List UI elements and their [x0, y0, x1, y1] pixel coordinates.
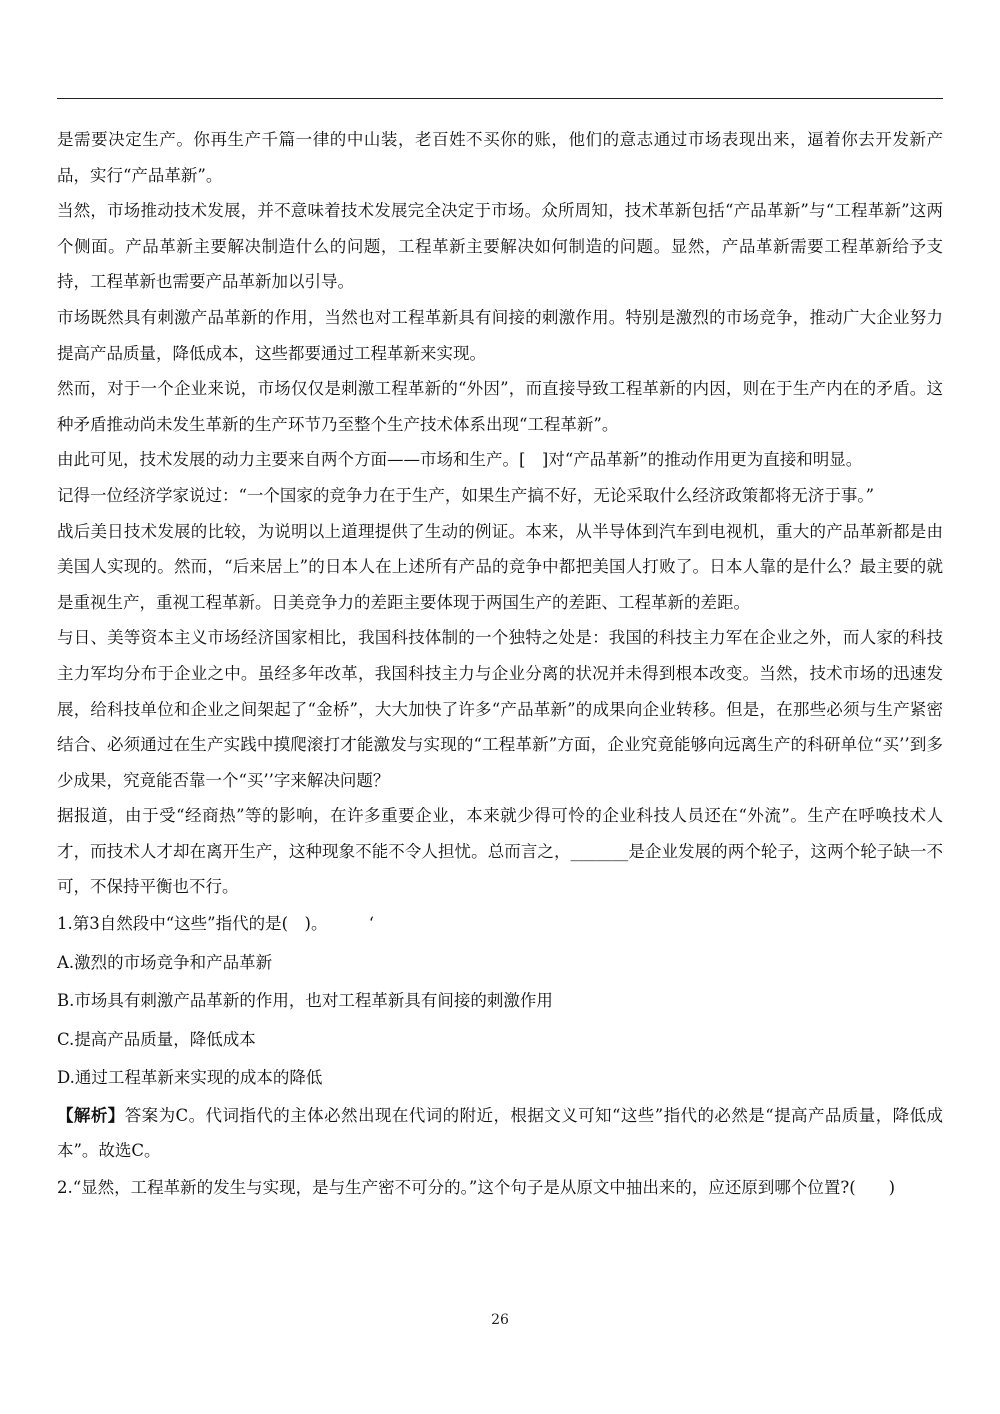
analysis-paragraph — [57, 1098, 943, 1169]
header-rule — [57, 98, 943, 99]
question-1-option-d: D.通过工程革新来实现的成本的降低 — [57, 1068, 323, 1088]
question-1-option-a: A.激烈的市场竞争和产品革新 — [57, 952, 273, 972]
page-number: 26 — [491, 1312, 509, 1328]
question-1-option-b: B.市场具有刺激产品革新的作用，也对工程革新具有间接的刺激作用 — [57, 991, 553, 1011]
analysis-label: 【解析】 — [57, 1105, 125, 1125]
question-2-stem: 2.“显然，工程革新的发生与实现，是与生产密不可分的。”这个句子是从原文中抽出来的，应还原到哪个位置?( ) — [57, 1177, 896, 1197]
paragraph-4: 然而，对于一个企业来说，市场仅仅是刺激工程革新的“外因”，而直接导致工程革新的内因，则在于生产内在的矛盾。这种矛盾推动尚未发生革新的生产环节乃至整个生产技术体系出现“工程革新”。 — [57, 379, 943, 434]
analysis-text: 答案为C。代词指代的主体必然出现在代词的附近，根据文义可知“这些”指代的必然是“提高产品质量，降低成本”。故选C。 — [57, 1105, 944, 1161]
paragraph-6: 记得一位经济学家说过：“一个国家的竞争力在于生产，如果生产搞不好，无论采取什么经济政策都将无济于事。” — [57, 485, 875, 505]
paragraph-3: 市场既然具有刺激产品革新的作用，当然也对工程革新具有间接的刺激作用。特别是激烈的市场竞争，推动广大企业努力提高产品质量，降低成本，这些都要通过工程革新来实现。 — [57, 307, 943, 363]
paragraph-1: 是需要决定生产。你再生产千篇一律的中山装，老百姓不买你的账，他们的意志通过市场表现出来，逼着你去开发新产品，实行“产品革新”。 — [57, 130, 943, 185]
paragraph-7: 战后美日技术发展的比较，为说明以上道理提供了生动的例证。本来，从半导体到汽车到电视机，重大的产品革新都是由美国人实现的。然而，“后来居上”的日本人在上述所有产品的竞争中都把美国人打败了。日本人靠的是什么？最主要的就是重视生产，重视工程革新。日美竞争力的差距主要体现于两国生产的差距、工程革新的差距。 — [57, 521, 943, 612]
question-1-option-c: C.提高产品质量，降低成本 — [57, 1029, 256, 1049]
paragraph-2: 当然，市场推动技术发展，并不意味着技术发展完全决定于市场。众所周知，技术革新包括“产品革新”与“工程革新”这两个侧面。产品革新主要解决制造什么的问题，工程革新主要解决如何制造的问题。显然，产品革新需要工程革新给予支持，工程革新也需要产品革新加以引导。 — [57, 201, 943, 292]
question-1-stem: 1.第3自然段中“这些”指代的是( )。 ‘ — [57, 914, 374, 934]
paragraph-9: 据报道，由于受“经商热”等的影响，在许多重要企业，本来就少得可怜的企业科技人员还在“外流”。生产在呼唤技术人才，而技术人才却在离开生产，这种现象不能不令人担忧。总而言之，_______是企业发展的两个轮子，这两个轮子缺一不可，不保持平衡也不行。 — [57, 806, 943, 897]
paragraph-5: 由此可见，技术发展的动力主要来自两个方面——市场和生产。[ ]对“产品革新”的推动作用更为直接和明显。 — [57, 450, 863, 470]
paragraph-8: 与日、美等资本主义市场经济国家相比，我国科技体制的一个独特之处是：我国的科技主力军在企业之外，而人家的科技主力军均分布于企业之中。虽经多年改革，我国科技主力与企业分离的状况并未得到根本改变。当然，技术市场的迅速发展，给科技单位和企业之间架起了“金桥”，大大加快了许多“产品革新”的成果向企业转移。但是，在那些必须与生产紧密结合、必须通过在生产实践中摸爬滚打才能激发与实现的“工程革新”方面，企业究竟能够向远离生产的科研单位“买’’到多少成果，究竟能否靠一个“买’’字来解决问题？ — [57, 628, 943, 790]
document-body — [57, 122, 943, 1207]
